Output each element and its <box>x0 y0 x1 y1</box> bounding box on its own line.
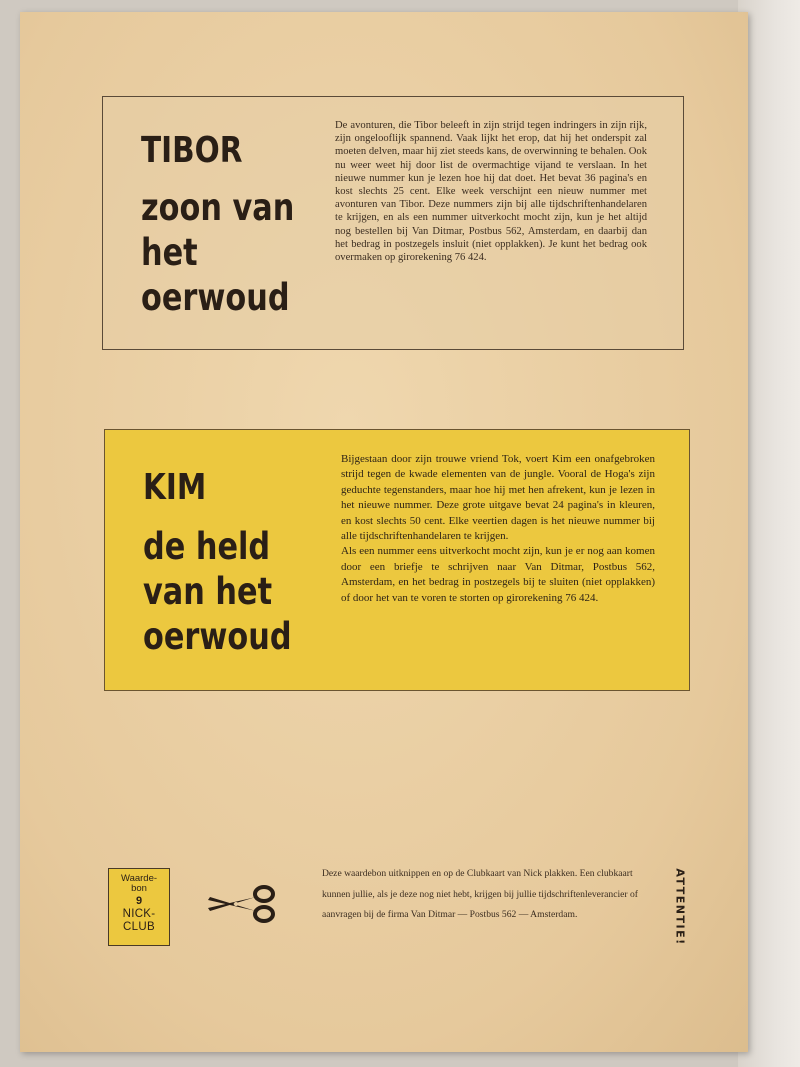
kim-subtitle-line: de held <box>143 525 271 568</box>
attentie-text: ATTENTIE! <box>673 868 687 946</box>
coupon-label-line: Waarde- <box>120 873 158 884</box>
tibor-title: TIBOR <box>141 130 243 171</box>
attentie-label <box>670 862 690 952</box>
tibor-description: De avonturen, die Tibor beleeft in zijn strijd tegen indringers in zijn rijk, zijn ongelooflijk spannend. Vaak lijkt het erop, dat hij het onderspit zal moeten delven, maar hij ziet steeds kans, de overwinning te behalen. Ook nu weer weet hij door list de overmachtige vijand te verslaan. In het nieuwe nummer kun je lezen hoe hij dat doet. Het bevat 36 pagina's en kost slechts 25 cent. Elke week verschijnt een nieuw nummer met avonturen van Tibor. Deze nummers zijn bij alle tijdschriftenhandelaren te krijgen, en als een nummer uitverkocht mocht zijn, kun je het altijd nog bestellen bij Van Ditmar, Postbus 562, Amsterdam, en daarbij dan het bedrag in postzegels insluit (niet opplakken). Je kunt het bedrag ook overmaken op girorekening 76 424. <box>335 120 647 264</box>
tibor-subtitle <box>141 185 294 320</box>
kim-subtitle-line: van het <box>143 570 273 613</box>
tibor-subtitle-line: het <box>141 231 198 274</box>
coupon-club-line: NICK- <box>122 908 156 920</box>
coupon-club-line: CLUB <box>123 921 155 933</box>
kim-paragraph: Als een nummer eens uitverkocht mocht zijn, kun je er nog aan komen door een briefje te schrijven naar Van Ditmar, Postbus 562, Amsterdam, en het bedrag in postzegels bij te sluiten (niet opplakken) of door het van te voren te storten op girorekening 76 424. <box>341 545 655 604</box>
tibor-advert <box>102 96 684 350</box>
coupon-instructions: Deze waardebon uitknippen en op de Clubkaart van Nick plakken. Een clubkaart kunnen jullie, als je deze nog niet hebt, krijgen bij jullie tijdschriftenleverancier of aanvragen bij de firma Van Ditmar — Postbus 562 — Amsterdam. <box>322 868 638 920</box>
kim-subtitle-line: oerwoud <box>143 615 292 658</box>
kim-paragraph: Bijgestaan door zijn trouwe vriend Tok, voert Kim een onafgebroken strijd tegen de kwade elementen van de jungle. Vooral de Hoga's zijn geduchte tegenstanders, maar hoe hij met hen afrekent, kun je lezen in het nieuwe nummer. Deze grote uitgave bevat 24 pagina's in kleuren, en kost slechts 50 cent. Elke veertien dagen is het nieuwe nummer bij alle tijdschriftenhandelaren te krijgen. <box>341 453 655 543</box>
kim-title: KIM <box>143 467 207 508</box>
nick-club-coupon[interactable] <box>108 868 170 946</box>
scissors-icon <box>206 884 276 924</box>
kim-advert <box>104 429 690 691</box>
kim-subtitle <box>143 524 292 659</box>
kim-description <box>341 452 655 606</box>
tibor-subtitle-line: zoon van <box>141 186 295 229</box>
tibor-subtitle-line: oerwoud <box>141 276 290 319</box>
magazine-page <box>20 12 748 1052</box>
coupon-number: 9 <box>135 895 143 907</box>
coupon-label-line: bon <box>131 883 147 894</box>
